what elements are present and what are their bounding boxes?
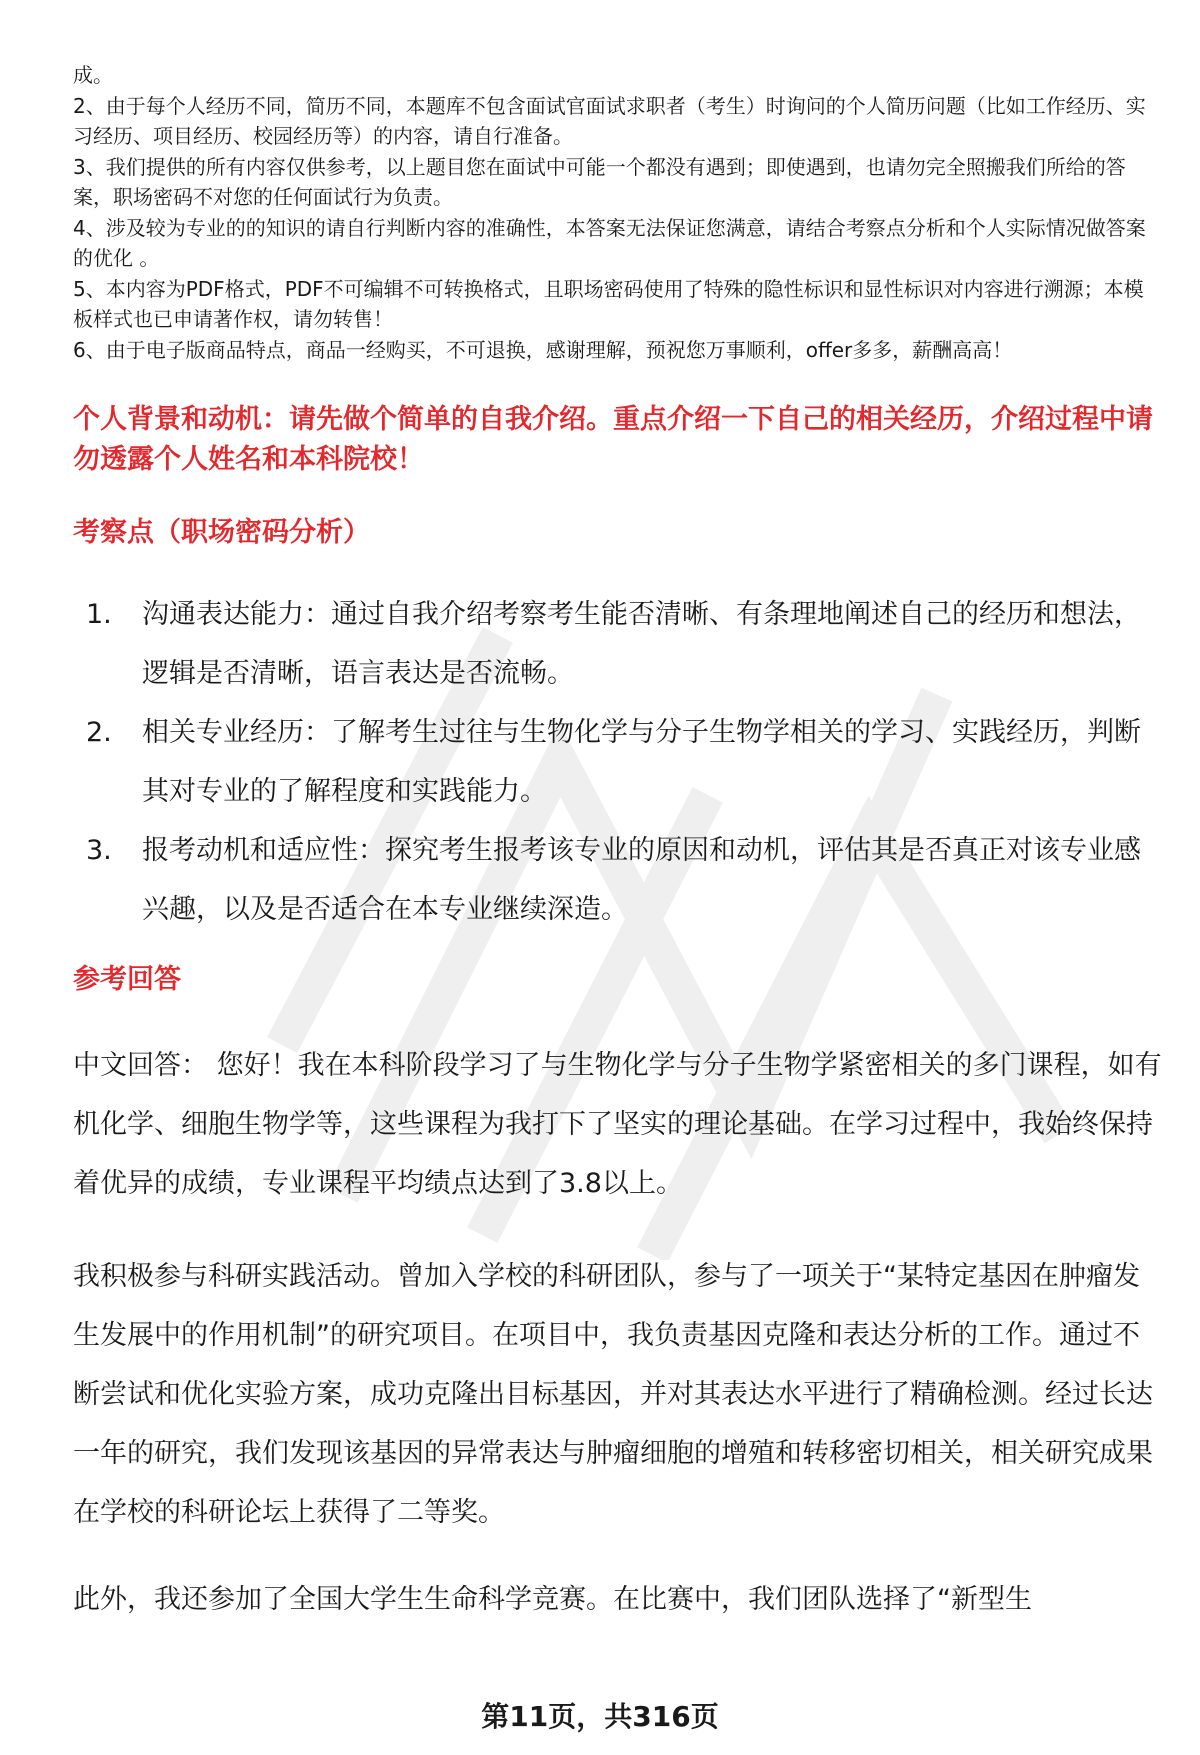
note-line: 3、我们提供的所有内容仅供参考，以上题目您在面试中可能一个都没有遇到；即使遇到，也请勿完全照搬我们所给的答案，职场密码不对您的任何面试行为负责。	[73, 154, 1126, 209]
answer-paragraph: 中文回答： 您好！我在本科阶段学习了与生物化学与分子生物学紧密相关的多门课程，如有机化学、细胞生物学等，这些课程为我打下了坚实的理论基础。在学习过程中，我始终保持着优异的成绩，专业课程平均绩点达到了3.8以上。	[73, 1050, 1162, 1199]
answer-title: 参考回答	[73, 964, 181, 995]
note-line: 2、由于每个人经历不同，简历不同，本题库不包含面试官面试求职者（考生）时询问的个人简历问题（比如工作经历、实习经历、项目经历、校园经历等）的内容，请自行准备。	[73, 93, 1146, 148]
list-item-number: 3.	[86, 835, 112, 866]
list-item	[73, 821, 1153, 939]
list-item-number: 1.	[86, 599, 112, 630]
note-line: 成。	[73, 63, 113, 87]
disclaimer-notes	[73, 60, 1163, 365]
list-item-text: 报考动机和适应性：探究考生报考该专业的原因和动机，评估其是否真正对该专业感兴趣，以及是否适合在本专业继续深造。	[142, 835, 1141, 925]
list-item	[73, 703, 1153, 821]
answer-paragraph: 此外，我还参加了全国大学生生命科学竞赛。在比赛中，我们团队选择了“新型生	[73, 1584, 1032, 1615]
analysis-title: 考察点（职场密码分析）	[73, 517, 370, 548]
list-item	[73, 585, 1153, 703]
answer-paragraph: 我积极参与科研实践活动。曾加入学校的科研团队，参与了一项关于“某特定基因在肿瘤发生发展中的作用机制”的研究项目。在项目中，我负责基因克隆和表达分析的工作。通过不断尝试和优化实验方案，成功克隆出目标基因，并对其表达水平进行了精确检测。经过长达一年的研究，我们发现该基因的异常表达与肿瘤细胞的增殖和转移密切相关，相关研究成果在学校的科研论坛上获得了二等奖。	[73, 1261, 1153, 1528]
page-number: 第11页，共316页	[481, 1700, 719, 1733]
list-item-text: 沟通表达能力：通过自我介绍考察考生能否清晰、有条理地阐述自己的经历和想法，逻辑是否清晰，语言表达是否流畅。	[142, 599, 1141, 689]
interview-question: 个人背景和动机：请先做个简单的自我介绍。重点介绍一下自己的相关经历，介绍过程中请勿透露个人姓名和本科院校！	[73, 404, 1153, 475]
note-line: 4、涉及较为专业的的知识的请自行判断内容的准确性，本答案无法保证您满意，请结合考察点分析和个人实际情况做答案的优化 。	[73, 215, 1146, 270]
note-line: 6、由于电子版商品特点，商品一经购买，不可退换，感谢理解，预祝您万事顺利，offer多多，薪酬高高！	[73, 337, 1013, 362]
list-item-text: 相关专业经历：了解考生过往与生物化学与分子生物学相关的学习、实践经历，判断其对专业的了解程度和实践能力。	[142, 717, 1141, 807]
analysis-points	[73, 585, 1153, 939]
note-line: 5、本内容为PDF格式，PDF不可编辑不可转换格式，且职场密码使用了特殊的隐性标识和显性标识对内容进行溯源；本模板样式也已申请著作权，请勿转售！	[73, 276, 1144, 331]
list-item-number: 2.	[86, 717, 112, 748]
